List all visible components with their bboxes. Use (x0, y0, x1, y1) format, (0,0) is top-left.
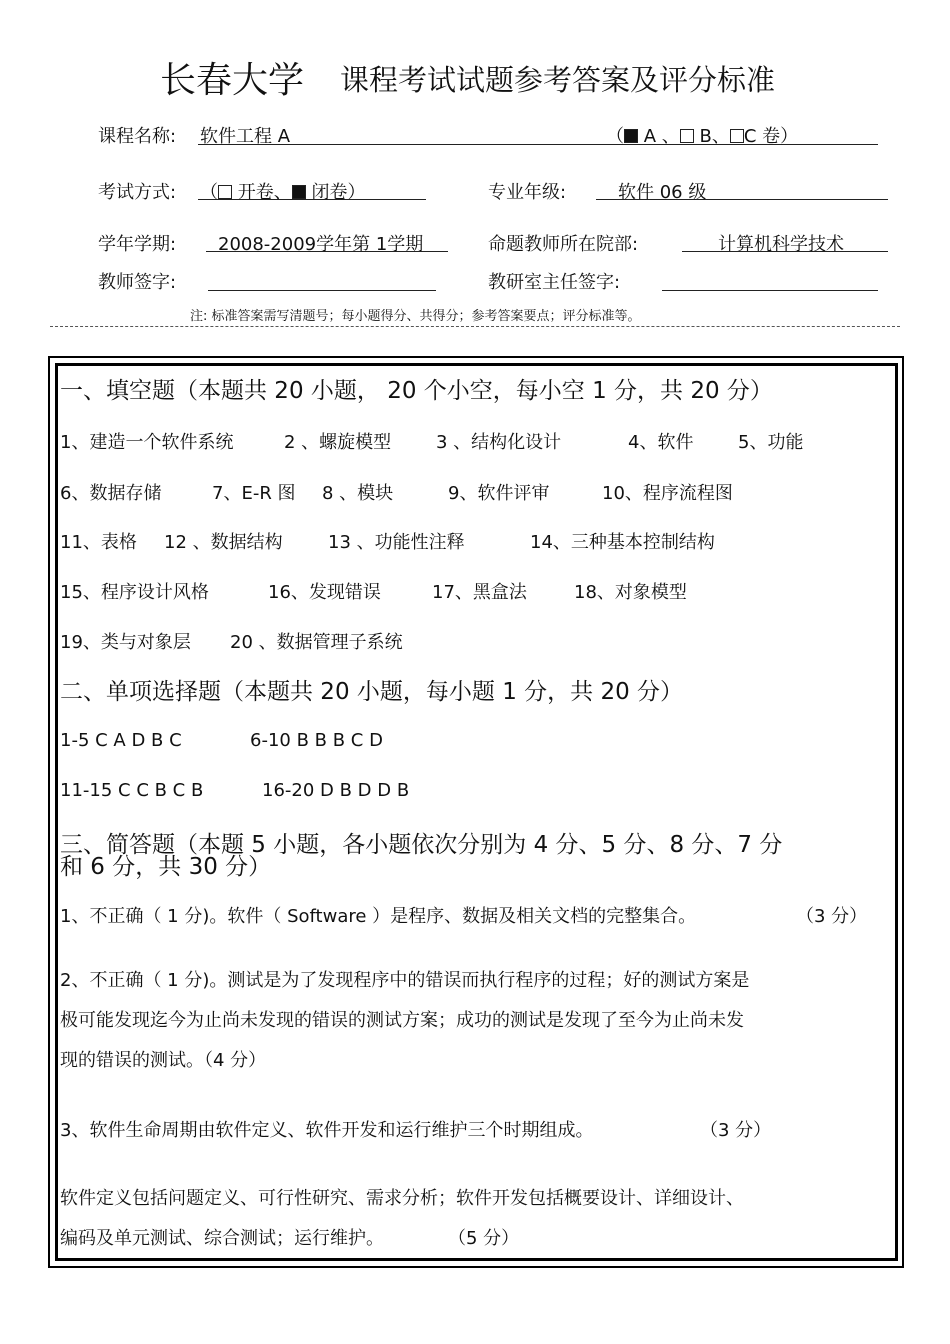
list-item: 5、功能 (738, 432, 804, 453)
answer-3-score: （3 分） (700, 1120, 772, 1141)
teacher-sign-label: 教师签字: (98, 272, 177, 293)
list-item: 3 、结构化设计 (436, 432, 562, 453)
list-item: 6-10 B B B C D (250, 730, 383, 751)
list-item: 11-15 C C B C B (60, 780, 204, 801)
list-item: 4、软件 (628, 432, 694, 453)
paper-b-label: B、 (699, 126, 730, 147)
list-item: 7、E-R 图 (212, 483, 296, 504)
term-value: 2008-2009学年第 1学期 (218, 234, 424, 255)
university-name: 长春大学 (160, 60, 305, 101)
paper-sep: 、 (661, 126, 680, 147)
list-item: 8 、模块 (322, 483, 394, 504)
open-book-label: 开卷、 (237, 182, 292, 203)
document-title: 课程考试试题参考答案及评分标准 (340, 63, 776, 97)
checkbox-open-book (218, 185, 232, 199)
dept-label: 命题教师所在院部: (488, 234, 639, 255)
major-underline (596, 199, 888, 200)
list-item: 20 、数据管理子系统 (230, 632, 403, 653)
paper-open-paren: （ (606, 126, 624, 147)
answer-2-line2: 极可能发现迄今为止尚未发现的错误的测试方案；成功的测试是发现了至今为止尚未发 (60, 1010, 744, 1031)
exam-underline (198, 199, 426, 200)
course-underline (198, 144, 878, 145)
director-sign-line (662, 290, 878, 291)
checkbox-paper-c (730, 129, 744, 143)
divider (50, 326, 900, 327)
answer-1: 1、不正确（ 1 分)。软件（ Software ）是程序、数据及相关文档的完整集合。 (60, 906, 697, 927)
list-item: 1-5 C A D B C (60, 730, 182, 751)
list-item: 18、对象模型 (574, 582, 687, 603)
dept-underline (682, 251, 888, 252)
dept-value: 计算机科学技术 (718, 234, 844, 255)
answer-3b-score: （5 分） (448, 1228, 520, 1249)
list-item: 19、类与对象层 (60, 632, 191, 653)
checkbox-paper-a (624, 129, 638, 143)
list-item: 2 、螺旋模型 (284, 432, 392, 453)
list-item: 6、数据存储 (60, 483, 162, 504)
list-item: 16-20 D B D D B (262, 780, 410, 801)
major-value: 软件 06 级 (618, 182, 707, 203)
exam-open-paren: （ (200, 182, 218, 203)
list-item: 10、程序流程图 (602, 483, 733, 504)
exam-mode-group (200, 178, 365, 204)
major-label: 专业年级: (488, 182, 567, 203)
course-label: 课程名称: (98, 126, 177, 147)
teacher-sign-line (208, 290, 436, 291)
closed-book-label: 闭卷） (311, 182, 366, 203)
list-item: 17、黑盒法 (432, 582, 527, 603)
answer-3b-line1: 软件定义包括问题定义、可行性研究、需求分析；软件开发包括概要设计、详细设计、 (60, 1188, 744, 1209)
list-item: 14、三种基本控制结构 (530, 532, 715, 553)
answer-3: 3、软件生命周期由软件定义、软件开发和运行维护三个时期组成。 (60, 1120, 594, 1141)
answer-1-score: （3 分） (796, 906, 868, 927)
list-item: 12 、数据结构 (164, 532, 283, 553)
section3-heading-line2: 和 6 分，共 30 分） (60, 854, 272, 880)
director-sign-label: 教研室主任签字: (488, 272, 621, 293)
answer-3b-line2: 编码及单元测试、综合测试；运行维护。 (60, 1228, 384, 1249)
exam-mode-label: 考试方式: (98, 182, 177, 203)
list-item: 1、建造一个软件系统 (60, 432, 234, 453)
answer-2-line3: 现的错误的测试。（4 分） (60, 1050, 267, 1071)
paper-c-label: C 卷） (743, 126, 799, 147)
section2-heading: 二、单项选择题（本题共 20 小题，每小题 1 分，共 20 分） (60, 679, 684, 705)
paper-a-label: A (643, 126, 657, 147)
term-underline (206, 251, 448, 252)
checkbox-closed-book (292, 185, 306, 199)
list-item: 13 、功能性注释 (328, 532, 465, 553)
course-value: 软件工程 A (200, 126, 291, 147)
section3-heading-line1: 三、简答题（本题 5 小题，各小题依次分别为 4 分、5 分、8 分、7 分 (60, 832, 783, 858)
instruction-note: 注: 标准答案需写清题号；每小题得分、共得分；参考答案要点；评分标准等。 (190, 309, 641, 324)
section1-heading: 一、填空题（本题共 20 小题， 20 个小空，每小空 1 分，共 20 分） (60, 378, 773, 404)
answer-2-line1: 2、不正确（ 1 分)。测试是为了发现程序中的错误而执行程序的过程；好的测试方案是 (60, 970, 750, 991)
list-item: 9、软件评审 (448, 483, 550, 504)
list-item: 16、发现错误 (268, 582, 381, 603)
checkbox-paper-b (680, 129, 694, 143)
list-item: 11、表格 (60, 532, 137, 553)
term-label: 学年学期: (98, 234, 177, 255)
list-item: 15、程序设计风格 (60, 582, 209, 603)
